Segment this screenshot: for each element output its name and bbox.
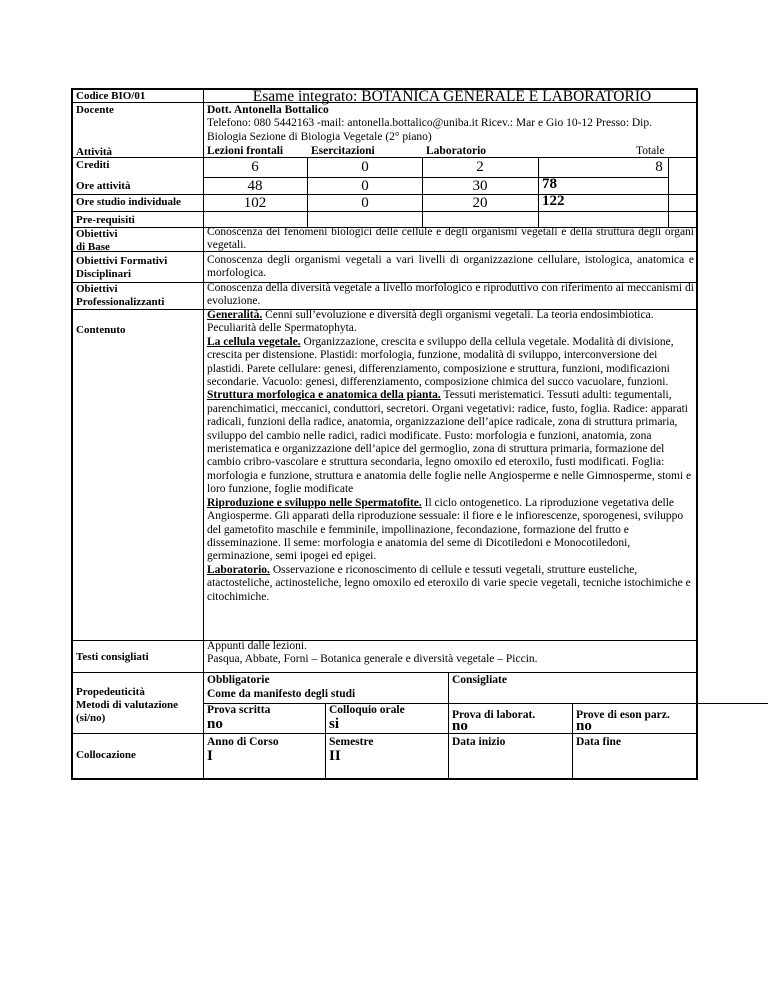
prova-scritta-label: Prova scritta — [207, 704, 271, 716]
section-heading: Laboratorio. — [207, 563, 270, 576]
section-text: Organizzazione, crescita e sviluppo della cellula vegetale. Modalità di divisione, crescita per distensione. Plastidi: morfologia, funzione, modalità di sviluppo, interconversione dei plastidi. Parete cellulare: genesi, differenziamento, composizione e struttura, funzioni, modificazioni secondarie. Vacuolo: genesi, differenziamento, composizione chimica del succo vacuolare, funzioni. — [207, 335, 674, 389]
docente-contact: Telefono: 080 5442163 -mail: antonella.bottalico@uniba.it Ricev.: Mar e Gio 10-12 Presso: Dip. — [207, 117, 652, 130]
testi-line: Appunti dalle lezioni. — [207, 640, 307, 652]
label-docente: Docente — [76, 104, 114, 116]
label-obiettivi-formativi — [73, 255, 203, 281]
label-line: Obiettivi — [76, 228, 118, 240]
ore-attivita-lezioni: 48 — [247, 178, 263, 194]
course-code: Codice BIO/01 — [76, 90, 146, 102]
section-text: Cenni sull’evoluzione e diversità degli organismi vegetali. La teoria endosimbiotica. Peculiarità delle Spermatophyta. — [207, 309, 654, 335]
crediti-totale: 8 — [655, 159, 663, 175]
propedeuticita-manifesto: Come da manifesto degli studi — [207, 688, 356, 700]
header-totale: Totale — [636, 145, 665, 157]
label-line: Disciplinari — [76, 268, 132, 280]
label-line: Professionalizzanti — [76, 296, 165, 308]
ore-studio-esercitazioni: 0 — [361, 195, 369, 211]
docente-block — [207, 104, 697, 144]
label-obiettivi-base — [73, 228, 203, 254]
prova-scritta-value: no — [207, 716, 223, 732]
colloquio-orale-label: Colloquio orale — [329, 704, 405, 716]
contenuto-text — [207, 309, 694, 604]
label-contenuto: Contenuto — [76, 324, 126, 336]
row-divider — [73, 672, 696, 673]
docente-name: Dott. Antonella Bottalico — [207, 104, 329, 116]
contenuto-section — [207, 389, 694, 496]
label-line: di Base — [76, 241, 110, 253]
section-text: Il ciclo ontogenetico. La riproduzione vegetativa delle Angiosperme. Gli apparati della riproduzione sessuale: il fiore e le infiorescenze, sporogenesi, sviluppo del gametofito maschile e femminile, impollinazione, fecondazione, formazione del frutto e disseminazione. Il seme: morfologia e anatomia del seme di Dicotiledoni e Monocotiledoni, germinazione, semi ipogei ed epigei. — [207, 496, 684, 563]
column-divider — [538, 157, 539, 227]
label-propedeuticita: Propedeuticità — [76, 686, 145, 698]
course-sheet — [71, 88, 698, 780]
label-metodi — [73, 699, 203, 725]
semestre-value: II — [329, 748, 341, 764]
column-divider — [203, 90, 204, 778]
label-attivita: Attività — [76, 146, 113, 158]
docente-location: Biologia Sezione di Biologia Vegetale (2° piano) — [207, 130, 432, 143]
ore-attivita-esercitazioni: 0 — [361, 178, 369, 194]
column-divider — [307, 157, 308, 227]
testi-block — [207, 640, 694, 667]
course-title: Esame integrato: BOTANICA GENERALE E LABORATORIO — [252, 88, 652, 105]
ore-attivita-totale: 78 — [542, 176, 557, 192]
ore-attivita-laboratorio: 30 — [472, 178, 488, 194]
contenuto-section — [207, 309, 694, 336]
testi-line: Pasqua, Abbate, Forni – Botanica generale e diversità vegetale – Piccin. — [207, 653, 538, 666]
section-heading: La cellula vegetale. — [207, 335, 301, 348]
semestre-label: Semestre — [329, 736, 374, 748]
column-divider — [325, 703, 326, 778]
label-line: Metodi di valutazione — [76, 699, 179, 711]
colloquio-orale-value: si — [329, 716, 340, 732]
prove-parziali-label: Prove di eson parz. — [576, 709, 670, 721]
contenuto-section — [207, 564, 694, 604]
row-divider — [203, 703, 768, 704]
label-ore-attivita: Ore attività — [76, 180, 131, 192]
ore-studio-laboratorio: 20 — [472, 195, 488, 211]
propedeuticita-obbligatorie: Obbligatorie — [207, 674, 270, 686]
section-heading: Generalità. — [207, 309, 263, 321]
section-heading: Struttura morfologica e anatomica della pianta. — [207, 389, 441, 402]
section-text: Tessuti meristematici. Tessuti adulti: tegumentali, parenchimatici, meccanici, conduttori, secretori. Organi vegetativi: radice, fusto, foglia. Radice: apparati radicali, funzioni della radice, anatomia, organizzazione dell’apice radicale, zona di struttura primaria, sviluppo del cambio nelle radici, radici modificate. Fusto: morfologia e funzioni, anatomia, zona meristematica e organizzazione dell’apice del germoglio, zona di struttura primaria, formazione del cambio cribro-vascolare e struttura secondaria, legno omoxilo ed eteroxilo, fusti modificati. Foglia: morfologia e funzione, struttura e anatomia delle foglie nelle Angiosperme e nelle Gimnosperme, stomi e loro funzione, foglie modificate — [207, 389, 692, 496]
section-heading: Riproduzione e sviluppo nelle Spermatofite. — [207, 496, 422, 509]
label-line: (si/no) — [76, 712, 106, 724]
data-fine-label: Data fine — [576, 736, 622, 748]
prova-laboratorio-label: Prova di laborat. — [452, 709, 536, 721]
ore-studio-lezioni: 102 — [243, 195, 267, 211]
data-inizio-label: Data inizio — [452, 736, 506, 748]
header-lezioni: Lezioni frontali — [207, 145, 284, 157]
crediti-esercitazioni: 0 — [361, 159, 369, 175]
label-ore-studio: Ore studio individuale — [76, 196, 181, 208]
label-crediti: Crediti — [76, 159, 110, 171]
obiettivi-professionalizzanti-text: Conoscenza della diversità vegetale a livello morfologico e riproduttivo con riferimento ai meccanismi di evoluzione. — [207, 282, 694, 308]
label-prerequisiti: Pre-requisiti — [76, 214, 135, 226]
label-testi: Testi consigliati — [76, 651, 149, 663]
column-divider — [572, 703, 573, 778]
label-line: Obiettivi Formativi — [76, 255, 168, 267]
anno-corso-label: Anno di Corso — [207, 736, 279, 748]
contenuto-section — [207, 497, 694, 564]
label-line: Obiettivi — [76, 283, 118, 295]
anno-corso-value: I — [207, 748, 213, 764]
ore-studio-totale: 122 — [542, 193, 565, 209]
prove-parziali-value: no — [576, 718, 592, 734]
header-esercitazioni: Esercitazioni — [311, 145, 375, 157]
label-collocazione: Collocazione — [76, 749, 136, 761]
contenuto-section — [207, 336, 694, 390]
column-divider — [448, 672, 449, 778]
section-text: Osservazione e riconoscimento di cellule e tessuti vegetali, strutture eusteliche, atactosteliche, actinosteliche, legno omoxilo ed eteroxilo di varie specie vegetali, tecniche istochimiche e citochimiche. — [207, 563, 691, 603]
obiettivi-formativi-text: Conoscenza degli organismi vegetali a vari livelli di organizzazione cellulare, istologica, anatomica e morfologica. — [207, 254, 694, 280]
prova-laboratorio-value: no — [452, 718, 468, 734]
header-laboratorio: Laboratorio — [426, 145, 487, 157]
propedeuticita-consigliate: Consigliate — [452, 674, 507, 686]
label-obiettivi-professionalizzanti — [73, 283, 203, 309]
obiettivi-base-text: Conoscenza dei fenomeni biologici delle cellule e degli organismi vegetali e della struttura degli organi vegetali. — [207, 226, 694, 252]
crediti-laboratorio: 2 — [476, 159, 484, 175]
row-divider — [73, 733, 696, 734]
column-divider — [422, 157, 423, 227]
crediti-lezioni: 6 — [251, 159, 259, 175]
